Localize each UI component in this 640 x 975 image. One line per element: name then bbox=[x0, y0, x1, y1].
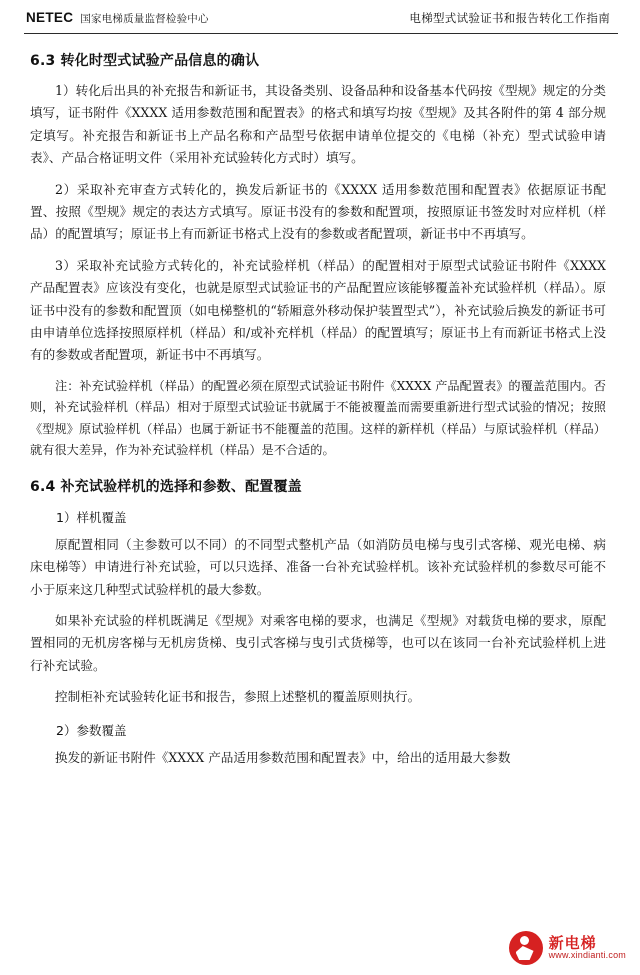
section-heading-6-4: 6.4 补充试验样机的选择和参数、配置覆盖 bbox=[30, 478, 302, 495]
paragraph: 3）采取补充试验方式转化的，补充试验样机（样品）的配置相对于原型式试验证书附件《XXXX 产品配置表》应该没有变化，也就是原型式试验证书的产品配置应该能够覆盖补充试验样机（样品）。原证书中没有的参数和配置顶（如电梯整机的“轿厢意外移动保护装置型式”），补充试验后换发的新证书可由申请单位选择按照原样机（样品）和/或补充样机（样品）的配置填写；原证书上有而新证书格式上没有的参数或者配置项，新证书中不再填写。 bbox=[30, 257, 606, 363]
paragraph: 1）转化后出具的补充报告和新证书，其设备类别、设备品种和设备基本代码按《型规》规定的分类填写，证书附件《XXXX 适用参数范围和配置表》的格式和填写均按《型规》及其各附件的第 4 部分规定填写。补充报告和新证书上产品名称和产品型号依据申请单位提交的《电梯（补充）型式试验申请表》、产品合格证明文件（采用补充试验转化方式时）填写。 bbox=[30, 83, 606, 166]
watermark bbox=[509, 931, 626, 965]
page-header bbox=[0, 0, 640, 30]
running-title: 电梯型式试验证书和报告转化工作指南 bbox=[409, 11, 610, 25]
document-body bbox=[0, 34, 640, 769]
subsection-heading-sample-coverage: 1）样机覆盖 bbox=[56, 509, 127, 525]
paragraph: 控制柜补充试验转化证书和报告，参照上述整机的覆盖原则执行。 bbox=[55, 689, 421, 705]
netec-logo: NETEC bbox=[26, 10, 74, 25]
header-brand bbox=[26, 10, 209, 26]
subsection-heading-parameter-coverage: 2）参数覆盖 bbox=[56, 722, 127, 738]
watermark-title: 新电梯 bbox=[548, 933, 597, 952]
watermark-url: www.xindianti.com bbox=[548, 950, 626, 961]
section-heading-6-3: 6.3 转化时型式试验产品信息的确认 bbox=[30, 53, 260, 69]
paragraph: 2）采取补充审查方式转化的，换发后新证书的《XXXX 适用参数范围和配置表》依据原证书配置、按照《型规》规定的表达方式填写。原证书没有的参数和配置项，按照原证书签发时对应样机（样品）的配置填写；原证书上有而新证书格式上没有的参数或者配置项，新证书中不再填写。 bbox=[30, 181, 606, 242]
paragraph: 如果补充试验的样机既满足《型规》对乘客电梯的要求，也满足《型规》对载货电梯的要求，原配置相同的无机房客梯与无机房货梯、曳引式客梯与曳引式货梯等，也可以在该同一台补充试验样机上进行补充试验。 bbox=[30, 612, 606, 673]
watermark-text bbox=[549, 935, 626, 961]
flame-logo-icon bbox=[509, 931, 543, 965]
note-paragraph: 注：补充试验样机（样品）的配置必须在原型式试验证书附件《XXXX 产品配置表》的覆盖范围内。否则，补充试验样机（样品）相对于原型式试验证书就属于不能被覆盖而需要重新进行型式试验的情况；按照《型规》原试验样机（样品）也属于新证书不能覆盖的范围。这样的新样机（样品）与原试验样机（样品）就有很大差异，作为补充试验样机（样品）是不合适的。 bbox=[30, 378, 606, 458]
paragraph: 换发的新证书附件《XXXX 产品适用参数范围和配置表》中，给出的适用最大参数 bbox=[55, 749, 511, 765]
organization-name: 国家电梯质量监督检验中心 bbox=[80, 13, 209, 25]
paragraph: 原配置相同（主参数可以不同）的不同型式整机产品（如消防员电梯与曳引式客梯、观光电梯、病床电梯等）申请进行补充试验，可以只选择、准备一台补充试验样机。该补充试验样机的参数尽可能不小于原来这几种型式试验样机的最大参数。 bbox=[30, 536, 606, 597]
